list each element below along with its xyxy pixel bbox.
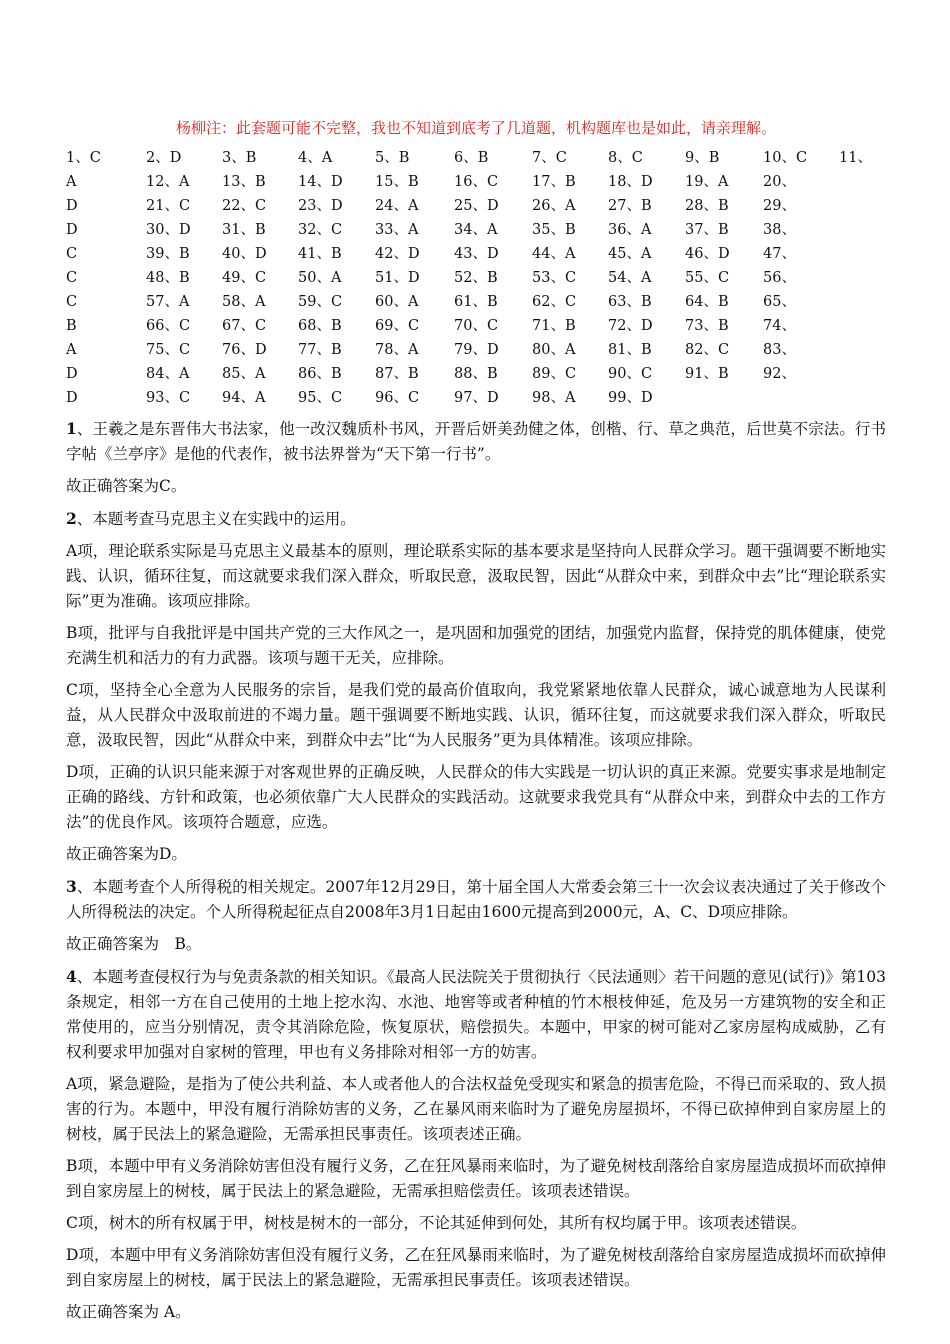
answer-cell: 40、D [222, 246, 267, 262]
explanation-paragraph [66, 621, 886, 671]
answer-cell: 95、C [298, 390, 343, 406]
answer-cell: C [66, 270, 78, 286]
paragraph-text: C项，坚持全心全意为人民服务的宗旨，是我们党的最高价值取向，我党紧紧地依靠人民群众，诚心诚意地为人民谋利益，从人民群众中汲取前进的不竭力量。题干强调要不断地实践、认识，循环往复，而这就要求我们深入群众，听取民意，汲取民智，因此“从群众中来，到群众中去”比“为人民服务”更为具体精准。该项应排除。 [66, 681, 886, 749]
explanation-paragraph [66, 964, 886, 1065]
answer-cell: 5、B [375, 150, 410, 166]
answer-cell: 55、C [685, 270, 730, 286]
question-number: 4 [66, 967, 77, 986]
explanation-paragraph [66, 506, 886, 532]
answer-cell: 53、C [532, 270, 577, 286]
answer-cell: 20、 [763, 174, 796, 190]
paragraph-text: D项，本题中甲有义务消除妨害但没有履行义务，乙在狂风暴雨来临时，为了避免树枝刮落给自家房屋造成损坏而砍掉伸到自家房屋上的树枝，属于民法上的紧急避险，无需承担民事责任。该项表述错误。 [66, 1246, 886, 1289]
answer-cell: 16、C [454, 174, 499, 190]
answer-cell: 68、B [298, 318, 342, 334]
answer-cell: D [66, 222, 78, 238]
paragraph-text: A项，理论联系实际是马克思主义最基本的原则，理论联系实际的基本要求是坚持向人民群众学习。题干强调要不断地实践、认识，循环往复，而这就要求我们深入群众，听取民意，汲取民智，因此“从群众中来，到群众中去”比“理论联系实际”更为准确。该项应排除。 [66, 542, 886, 610]
answer-cell: 99、D [608, 390, 653, 406]
answer-cell: 32、C [298, 222, 343, 238]
answer-cell: 18、D [608, 174, 653, 190]
answer-cell: 96、C [375, 390, 420, 406]
answer-cell: 77、B [298, 342, 342, 358]
answer-cell: 86、B [298, 366, 342, 382]
answer-cell: 61、B [454, 294, 498, 310]
answer-cell: 10、C [763, 150, 808, 166]
answer-row [66, 170, 886, 194]
paragraph-text: 、王羲之是东晋伟大书法家，他一改汉魏质朴书风，开晋后妍美劲健之体，创楷、行、草之典范，后世莫不宗法。行书字帖《兰亭序》是他的代表作，被书法界誉为“天下第一行书”。 [66, 420, 886, 463]
answer-cell: 22、C [222, 198, 267, 214]
explanation-paragraph [66, 678, 886, 753]
answer-cell: 42、D [375, 246, 420, 262]
answer-cell: 25、D [454, 198, 499, 214]
editor-note: 杨柳注：此套题可能不完整，我也不知道到底考了几道题，机构题库也是如此，请亲理解。 [175, 119, 776, 137]
paragraph-text: 故正确答案为C。 [66, 477, 187, 495]
explanation-paragraph [66, 539, 886, 614]
answer-cell: 8、C [608, 150, 643, 166]
paragraph-text: 、本题考查个人所得税的相关规定。2007年12月29日，第十届全国人大常委会第三十一次会议表决通过了关于修改个人所得税法的决定。个人所得税起征点自2008年3月1日起由1600元提高到2000元，A、C、D项应排除。 [66, 878, 886, 921]
answer-cell: 39、B [146, 246, 190, 262]
answer-cell: 66、C [146, 318, 191, 334]
answer-row [66, 338, 886, 362]
answer-cell: 54、A [608, 270, 652, 286]
answer-cell: 56、 [763, 270, 796, 286]
answer-cell: 24、A [375, 198, 419, 214]
answer-cell: 50、A [298, 270, 342, 286]
answer-cell: 19、A [685, 174, 729, 190]
paragraph-text: B项，批评与自我批评是中国共产党的三大作风之一，是巩固和加强党的团结，加强党内监督，保持党的肌体健康，使党充满生机和活力的有力武器。该项与题干无关，应排除。 [66, 624, 886, 667]
answer-cell: 15、B [375, 174, 419, 190]
answer-cell: C [66, 246, 78, 262]
answer-row [66, 386, 886, 410]
answer-cell: 21、C [146, 198, 191, 214]
explanation-paragraph [66, 1072, 886, 1147]
answer-cell: 98、A [532, 390, 576, 406]
answer-cell: 43、D [454, 246, 499, 262]
explanation-paragraph [66, 842, 886, 867]
paragraph-text: 故正确答案为 B。 [66, 935, 202, 953]
answer-cell: B [66, 318, 77, 334]
answer-cell: 87、B [375, 366, 419, 382]
answer-cell: 47、 [763, 246, 796, 262]
answer-cell: 69、C [375, 318, 420, 334]
answer-cell: 1、C [66, 150, 101, 166]
answer-cell: 13、B [222, 174, 266, 190]
answer-cell: 81、B [608, 342, 652, 358]
answer-cell: 80、A [532, 342, 576, 358]
explanation-paragraph [66, 416, 886, 467]
answer-cell: 27、B [608, 198, 652, 214]
answer-cell: 59、C [298, 294, 343, 310]
answer-cell: A [66, 174, 77, 190]
answer-cell: 33、A [375, 222, 419, 238]
answer-cell: 65、 [763, 294, 796, 310]
answer-cell: 72、D [608, 318, 653, 334]
answer-cell: 73、B [685, 318, 729, 334]
document-page [66, 116, 886, 1332]
answer-row [66, 146, 886, 170]
paragraph-text: D项，正确的认识只能来源于对客观世界的正确反映，人民群众的伟大实践是一切认识的真正来源。党要实事求是地制定正确的路线、方针和政策，也必须依靠广大人民群众的实践活动。这就要求我党具有“从群众中来，到群众中去的工作方法”的优良作风。该项符合题意，应选。 [66, 763, 886, 831]
answer-cell: 38、 [763, 222, 796, 238]
answer-cell: 84、A [146, 366, 190, 382]
answer-cell: 63、B [608, 294, 652, 310]
answer-cell: 46、D [685, 246, 730, 262]
answer-cell: 60、A [375, 294, 419, 310]
explanation-paragraph [66, 932, 886, 957]
answer-cell: 88、B [454, 366, 498, 382]
paragraph-text: 故正确答案为 A。 [66, 1303, 191, 1321]
answer-cell: 14、D [298, 174, 343, 190]
answer-cell: 79、D [454, 342, 499, 358]
answer-cell: 75、C [146, 342, 191, 358]
answer-cell: C [66, 294, 78, 310]
answer-key-grid [66, 146, 886, 410]
answer-row [66, 290, 886, 314]
answer-cell: 89、C [532, 366, 577, 382]
answer-cell: D [66, 390, 78, 406]
answer-cell: 34、A [454, 222, 498, 238]
answer-row [66, 242, 886, 266]
answer-cell: 52、B [454, 270, 498, 286]
paragraph-text: 、本题考查马克思主义在实践中的运用。 [76, 510, 356, 528]
answer-cell: 37、B [685, 222, 729, 238]
answer-cell: 48、B [146, 270, 190, 286]
answer-row [66, 362, 886, 386]
explanation-paragraph [66, 874, 886, 925]
paragraph-text: C项，树木的所有权属于甲，树枝是树木的一部分，不论其延伸到何处，其所有权均属于甲。该项表述错误。 [66, 1214, 807, 1232]
answer-cell: 76、D [222, 342, 267, 358]
answer-cell: 49、C [222, 270, 267, 286]
answer-cell: 36、A [608, 222, 652, 238]
answer-cell: 41、B [298, 246, 342, 262]
answer-cell: 28、B [685, 198, 729, 214]
paragraph-text: A项，紧急避险，是指为了使公共利益、本人或者他人的合法权益免受现实和紧急的损害危险，不得已而采取的、致人损害的行为。本题中，甲没有履行消除妨害的义务，乙在暴风雨来临时为了避免房屋损坏，不得已砍掉伸到自家房屋上的树枝，属于民法上的紧急避险，无需承担民事责任。该项表述正确。 [66, 1075, 886, 1143]
answer-cell: 67、C [222, 318, 267, 334]
answer-cell: 64、B [685, 294, 729, 310]
answer-cell: 57、A [146, 294, 190, 310]
answer-cell: 83、 [763, 342, 796, 358]
answer-cell: 4、A [298, 150, 333, 166]
answer-cell: 94、A [222, 390, 266, 406]
explanation-paragraph [66, 1243, 886, 1293]
answer-cell: 17、B [532, 174, 576, 190]
answer-cell: 74、 [763, 318, 796, 334]
explanation-paragraph [66, 1300, 886, 1325]
answer-cell: 2、D [146, 150, 182, 166]
answer-cell: 82、C [685, 342, 730, 358]
answer-cell: 78、A [375, 342, 419, 358]
answer-cell: 29、 [763, 198, 796, 214]
answer-cell: 45、A [608, 246, 652, 262]
answer-cell: 93、C [146, 390, 191, 406]
answer-cell: 44、A [532, 246, 576, 262]
answer-cell: 26、A [532, 198, 576, 214]
explanation-paragraph [66, 474, 886, 499]
explanation-paragraph [66, 1154, 886, 1204]
paragraph-text: 故正确答案为D。 [66, 845, 187, 863]
answer-cell: 7、C [532, 150, 567, 166]
answer-row [66, 194, 886, 218]
paragraph-text: B项，本题中甲有义务消除妨害但没有履行义务，乙在狂风暴雨来临时，为了避免树枝刮落给自家房屋造成损坏而砍掉伸到自家房屋上的树枝，属于民法上的紧急避险，无需承担赔偿责任。该项表述错误。 [66, 1157, 886, 1200]
answer-cell: 58、A [222, 294, 266, 310]
answer-row [66, 266, 886, 290]
answer-cell: 11、 [839, 150, 872, 166]
question-number: 3 [66, 877, 77, 896]
answer-cell: 90、C [608, 366, 653, 382]
explanations [66, 416, 886, 1325]
answer-cell: D [66, 366, 78, 382]
answer-cell: 6、B [454, 150, 489, 166]
explanation-paragraph [66, 760, 886, 835]
answer-cell: 92、 [763, 366, 796, 382]
answer-cell: 51、D [375, 270, 420, 286]
answer-cell: A [66, 342, 77, 358]
question-number: 2 [66, 509, 77, 528]
answer-cell: 9、B [685, 150, 720, 166]
answer-cell: 70、C [454, 318, 499, 334]
answer-cell: 91、B [685, 366, 729, 382]
answer-cell: 30、D [146, 222, 191, 238]
answer-cell: 97、D [454, 390, 499, 406]
answer-cell: 71、B [532, 318, 576, 334]
answer-cell: 31、B [222, 222, 266, 238]
answer-cell: 85、A [222, 366, 266, 382]
answer-row [66, 218, 886, 242]
explanation-paragraph [66, 1211, 886, 1236]
answer-cell: 23、D [298, 198, 343, 214]
answer-cell: 12、A [146, 174, 190, 190]
question-number: 1 [66, 419, 77, 438]
answer-cell: 62、C [532, 294, 577, 310]
answer-cell: 3、B [222, 150, 257, 166]
answer-row [66, 314, 886, 338]
answer-cell: 35、B [532, 222, 576, 238]
paragraph-text: 、本题考查侵权行为与免责条款的相关知识。《最高人民法院关于贯彻执行〈民法通则〉若干问题的意见(试行)》第103条规定，相邻一方在自己使用的土地上挖水沟、水池、地窖等或者种植的竹木根枝伸延，危及另一方建筑物的安全和正常使用的，应当分别情况，责令其消除危险，恢复原状，赔偿损失。本题中，甲家的树可能对乙家房屋构成威胁，乙有权利要求甲加强对自家树的管理，甲也有义务排除对相邻一方的妨害。 [66, 968, 886, 1061]
answer-cell: D [66, 198, 78, 214]
